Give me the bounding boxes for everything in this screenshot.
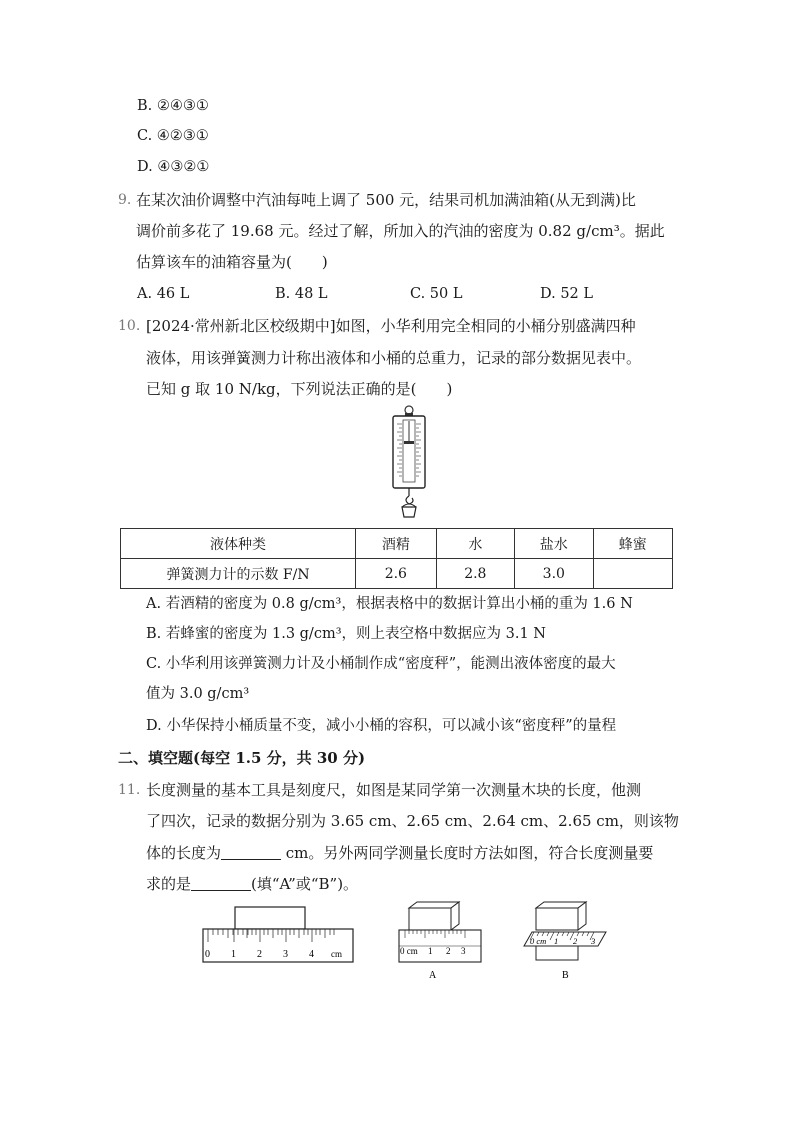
q10-option-c: C. 小华利用该弹簧测力计及小桶制作成“密度秤”，能测出液体密度的最大 — [146, 656, 616, 672]
q11-line-3-text-b: cm。另外两同学测量长度时方法如图，符合长度测量要 — [281, 844, 654, 862]
ruler-b-tick-label: 2 — [573, 936, 578, 946]
method-a-figure — [395, 898, 485, 982]
table-header-cell: 水 — [436, 529, 514, 559]
method-a-label: A — [429, 970, 437, 981]
q10-option-a: A. 若酒精的密度为 0.8 g/cm³，根据表格中的数据计算出小桶的重为 1.6 N — [146, 596, 633, 612]
table-header-cell: 蜂蜜 — [593, 529, 672, 559]
answer-blank-1[interactable] — [221, 843, 281, 860]
ruler-a-tick-label: 3 — [461, 946, 466, 956]
table-header-cell: 液体种类 — [121, 529, 356, 559]
ruler-unit-label: cm — [331, 949, 342, 959]
q11-line-4-text-b: (填“A”或“B”)。 — [251, 875, 359, 893]
q11-number: 11. — [118, 782, 141, 798]
ruler-tick-label: 2 — [257, 949, 262, 960]
q10-number: 10. — [118, 318, 141, 334]
q9-number: 9. — [118, 192, 132, 208]
q8-option-d: D. ④③②① — [137, 159, 210, 175]
spring-scale-figure — [388, 404, 430, 520]
ruler-tick-label: 4 — [309, 949, 314, 960]
ruler-b-tick-label: 0 cm — [530, 936, 547, 946]
q11-line-3 — [146, 843, 653, 863]
section-title: 二、填空题(每空 1.5 分，共 30 分) — [118, 749, 366, 767]
q8-option-b: B. ②④③① — [137, 98, 209, 114]
q9-option-d: D. 52 L — [540, 286, 594, 302]
liquid-force-table — [120, 528, 673, 589]
ruler-b-tick-label: 3 — [591, 936, 596, 946]
table-cell: 2.6 — [356, 559, 436, 589]
method-b-figure — [518, 898, 610, 982]
q11-line-1: 长度测量的基本工具是刻度尺，如图是某同学第一次测量木块的长度，他测 — [146, 781, 642, 799]
q11-line-4-text: 求的是 — [146, 875, 192, 893]
ruler-b-tick-label: 1 — [554, 936, 559, 946]
q10-line-1: [2024·常州新北区校级期中]如图，小华利用完全相同的小桶分别盛满四种 — [146, 317, 636, 335]
q9-option-b: B. 48 L — [275, 286, 328, 302]
q11-line-3-text: 体的长度为 — [146, 844, 222, 862]
method-b-label: B — [562, 970, 569, 981]
table-header-cell: 酒精 — [356, 529, 436, 559]
q9-line-2: 调价前多花了 19.68 元。经过了解，所加入的汽油的密度为 0.82 g/cm³。据此 — [136, 222, 665, 240]
answer-blank-2[interactable] — [191, 874, 251, 891]
q10-option-c-cont: 值为 3.0 g/cm³ — [146, 686, 250, 702]
q10-line-2: 液体，用该弹簧测力计称出液体和小桶的总重力，记录的部分数据见表中。 — [146, 349, 642, 367]
q9-option-a: A. 46 L — [137, 286, 190, 302]
ruler-tick-label: 1 — [231, 949, 236, 960]
q9-option-c: C. 50 L — [410, 286, 463, 302]
ruler-block-figure — [200, 902, 360, 964]
q9-line-3: 估算该车的油箱容量为( ) — [136, 253, 328, 271]
table-header-row — [121, 529, 673, 559]
ruler-a-tick-label: 0 cm — [400, 946, 418, 956]
q9-line-1: 在某次油价调整中汽油每吨上调了 500 元，结果司机加满油箱(从无到满)比 — [136, 191, 636, 209]
table-cell — [593, 559, 672, 589]
q10-option-d: D. 小华保持小桶质量不变，减小小桶的容积，可以减小该“密度秤”的量程 — [146, 718, 617, 734]
q8-option-c: C. ④②③① — [137, 128, 209, 144]
ruler-a-tick-label: 2 — [446, 946, 451, 956]
q11-line-2: 了四次，记录的数据分别为 3.65 cm、2.65 cm、2.64 cm、2.65 cm，则该物 — [146, 812, 679, 830]
table-cell: 2.8 — [436, 559, 514, 589]
table-row — [121, 559, 673, 589]
q10-option-b: B. 若蜂蜜的密度为 1.3 g/cm³，则上表空格中数据应为 3.1 N — [146, 626, 546, 642]
ruler-tick-label: 0 — [205, 949, 210, 960]
ruler-a-tick-label: 1 — [428, 946, 433, 956]
table-cell: 弹簧测力计的示数 F/N — [121, 559, 356, 589]
table-header-cell: 盐水 — [515, 529, 593, 559]
q11-line-4 — [146, 874, 358, 894]
table-cell: 3.0 — [515, 559, 593, 589]
q10-line-3: 已知 g 取 10 N/kg，下列说法正确的是( ) — [146, 380, 453, 398]
ruler-tick-label: 3 — [283, 949, 288, 960]
